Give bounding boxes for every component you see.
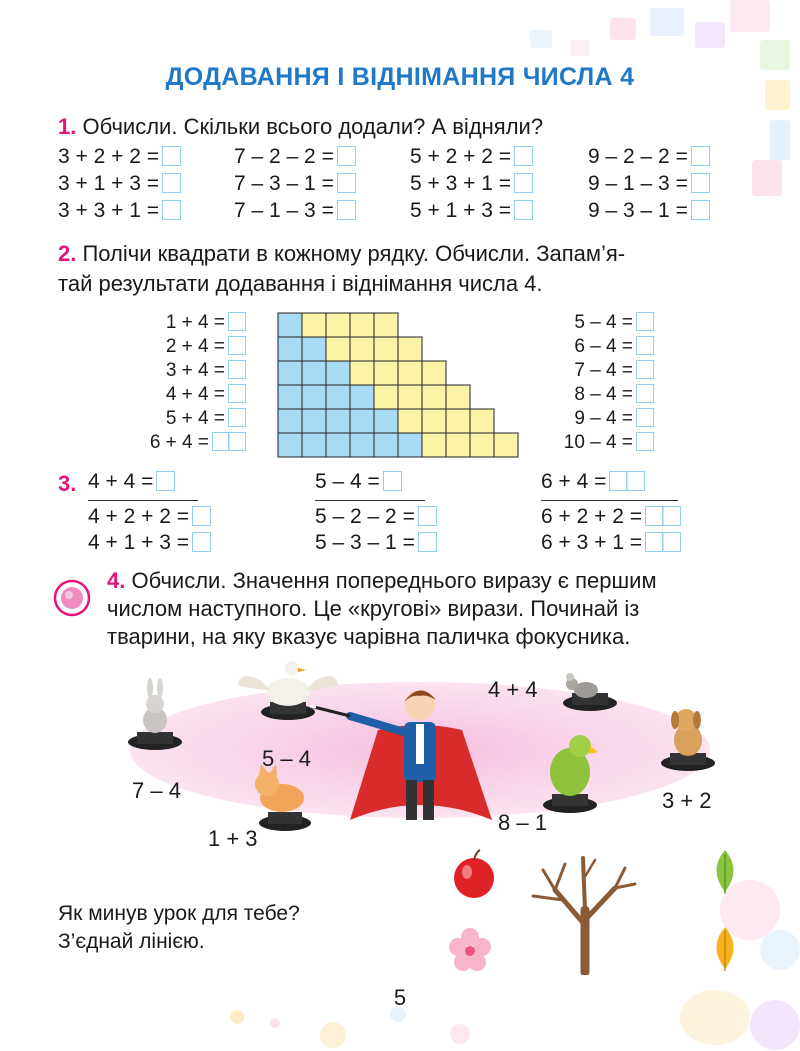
answer-box[interactable] xyxy=(514,146,533,166)
answer-box[interactable] xyxy=(636,360,654,379)
blue-square xyxy=(278,337,302,361)
task1-expr: 3 + 3 + 1 = xyxy=(58,199,181,223)
answer-box[interactable] xyxy=(636,384,654,403)
yellow-square xyxy=(326,337,350,361)
answer-box[interactable] xyxy=(337,173,356,193)
answer-box[interactable] xyxy=(192,532,211,552)
answer-box[interactable] xyxy=(337,200,356,220)
expr-label: 5 – 4 xyxy=(262,746,311,771)
yellow-square xyxy=(422,385,446,409)
task2-expr: 3 + 4 = xyxy=(100,360,246,384)
task2-text-line1: Полічи квадрати в кожному рядку. Обчисли. Запам’я- xyxy=(82,241,626,266)
yellow-square xyxy=(398,361,422,385)
yellow-square xyxy=(398,337,422,361)
answer-box[interactable] xyxy=(228,384,246,403)
blue-square xyxy=(326,409,350,433)
task1-expr: 5 + 1 + 3 = xyxy=(410,199,533,223)
blue-square xyxy=(350,433,374,457)
task3-expr: 6 + 2 + 2 = xyxy=(541,505,681,531)
yellow-square xyxy=(446,433,470,457)
yellow-square xyxy=(350,337,374,361)
yellow-square xyxy=(422,409,446,433)
blue-square xyxy=(278,433,302,457)
yellow-square xyxy=(446,385,470,409)
task2-expr: 8 – 4 = xyxy=(520,384,654,408)
blue-square xyxy=(398,433,422,457)
yellow-square xyxy=(326,313,350,337)
answer-box[interactable] xyxy=(162,200,181,220)
reflection-text xyxy=(58,900,300,956)
page-title: ДОДАВАННЯ І ВІДНІМАННЯ ЧИСЛА 4 xyxy=(165,63,635,91)
task2-expr: 9 – 4 = xyxy=(520,408,654,432)
blue-square xyxy=(302,361,326,385)
task1-expr: 9 – 1 – 3 = xyxy=(588,172,710,196)
hat-icon xyxy=(259,812,311,831)
task3-expr-main: 4 + 4 = xyxy=(88,470,198,501)
task2-expr: 6 – 4 = xyxy=(520,336,654,360)
task2-heading xyxy=(58,240,748,298)
task4-line2: числом наступного. Це «кругові» вирази. Починай із xyxy=(107,596,640,621)
answer-box-double[interactable] xyxy=(645,532,681,552)
yellow-square xyxy=(350,313,374,337)
task1-expr: 9 – 2 – 2 = xyxy=(588,145,710,169)
answer-box-double[interactable] xyxy=(609,471,645,491)
answer-box[interactable] xyxy=(156,471,175,491)
task1-expr: 3 + 1 + 3 = xyxy=(58,172,181,196)
answer-box[interactable] xyxy=(636,336,654,355)
blue-square xyxy=(302,433,326,457)
answer-box[interactable] xyxy=(192,506,211,526)
task2-expr: 1 + 4 = xyxy=(100,312,246,336)
answer-box[interactable] xyxy=(691,146,710,166)
blue-square xyxy=(350,385,374,409)
task2-right-column xyxy=(520,312,654,456)
task2-expr: 5 – 4 = xyxy=(520,312,654,336)
expr-label: 8 – 1 xyxy=(498,810,547,835)
blue-square xyxy=(350,409,374,433)
answer-box[interactable] xyxy=(636,432,654,451)
page-number: 5 xyxy=(393,985,407,1010)
task1-expr: 5 + 2 + 2 = xyxy=(410,145,533,169)
answer-box[interactable] xyxy=(418,506,437,526)
task2-text-line2: тай результати додавання і віднімання числа 4. xyxy=(58,271,543,296)
task2-expr: 6 + 4 = xyxy=(100,432,246,456)
expr-label: 4 + 4 xyxy=(488,677,538,702)
task1-text: Обчисли. Скільки всього додали? А відняли? xyxy=(82,114,544,139)
task2-expr: 7 – 4 = xyxy=(520,360,654,384)
task3-expr: 6 + 3 + 1 = xyxy=(541,531,681,557)
answer-box[interactable] xyxy=(514,173,533,193)
answer-box[interactable] xyxy=(162,173,181,193)
task3-col-1 xyxy=(88,470,211,557)
answer-box-double[interactable] xyxy=(645,506,681,526)
task3-expr-main: 5 – 4 = xyxy=(315,470,425,501)
squares-grid xyxy=(277,312,519,458)
answer-box[interactable] xyxy=(636,312,654,331)
yellow-square xyxy=(446,409,470,433)
yellow-square xyxy=(374,385,398,409)
task3-col-2 xyxy=(315,470,437,557)
answer-box[interactable] xyxy=(418,532,437,552)
answer-box-double[interactable] xyxy=(212,432,246,451)
task4-line1: Обчисли. Значення попереднього виразу є першим xyxy=(131,568,657,593)
answer-box[interactable] xyxy=(691,173,710,193)
answer-box[interactable] xyxy=(691,200,710,220)
task4-number: 4. xyxy=(107,568,126,593)
blue-square xyxy=(374,433,398,457)
answer-box[interactable] xyxy=(228,336,246,355)
task1-expr: 7 – 1 – 3 = xyxy=(234,199,356,223)
task3-expr: 4 + 2 + 2 = xyxy=(88,505,211,531)
flower-icon[interactable] xyxy=(445,925,495,975)
expr-label: 3 + 2 xyxy=(662,788,712,813)
task3-expr: 5 – 3 – 1 = xyxy=(315,531,437,557)
task3-expr: 4 + 1 + 3 = xyxy=(88,531,211,557)
task1-expr: 7 – 2 – 2 = xyxy=(234,145,356,169)
task1-expr: 7 – 3 – 1 = xyxy=(234,172,356,196)
blue-square xyxy=(374,409,398,433)
task2-number: 2. xyxy=(58,241,77,266)
task1-expr: 5 + 3 + 1 = xyxy=(410,172,533,196)
answer-box[interactable] xyxy=(383,471,402,491)
task3-number: 3. xyxy=(58,471,77,496)
answer-box[interactable] xyxy=(228,312,246,331)
reflection-line1: Як минув урок для тебе? xyxy=(58,902,300,925)
task1-expr: 9 – 3 – 1 = xyxy=(588,199,710,223)
blue-square xyxy=(278,313,302,337)
task3-expr-main: 6 + 4 = xyxy=(541,470,678,501)
decor-bubbles xyxy=(620,880,800,1051)
task2-expr: 5 + 4 = xyxy=(100,408,246,432)
yellow-square xyxy=(374,361,398,385)
task2-expr: 2 + 4 = xyxy=(100,336,246,360)
blue-square xyxy=(278,361,302,385)
answer-box[interactable] xyxy=(337,146,356,166)
yellow-square xyxy=(422,361,446,385)
expr-label: 7 – 4 xyxy=(132,778,181,803)
task1-expr: 3 + 2 + 2 = xyxy=(58,145,181,169)
answer-box[interactable] xyxy=(228,360,246,379)
task4-text xyxy=(107,567,747,651)
blue-square xyxy=(326,361,350,385)
answer-box[interactable] xyxy=(228,408,246,427)
answer-box[interactable] xyxy=(514,200,533,220)
circle-marker-icon xyxy=(52,578,92,618)
blue-square xyxy=(278,385,302,409)
yellow-square xyxy=(350,361,374,385)
task2-left-column xyxy=(100,312,246,456)
blue-square xyxy=(326,433,350,457)
reflection-line2: З’єднай лінією. xyxy=(58,930,205,953)
yellow-square xyxy=(302,313,326,337)
task4-line3: тварини, на яку вказує чарівна паличка фокусника. xyxy=(107,624,631,649)
yellow-square xyxy=(374,313,398,337)
task3-expr: 5 – 2 – 2 = xyxy=(315,505,437,531)
task1-heading xyxy=(58,113,543,141)
yellow-square xyxy=(470,433,494,457)
task2-expr: 4 + 4 = xyxy=(100,384,246,408)
blue-square xyxy=(326,385,350,409)
blue-square xyxy=(302,385,326,409)
yellow-square xyxy=(374,337,398,361)
task2-expr: 10 – 4 = xyxy=(520,432,654,456)
expr-label: 1 + 3 xyxy=(208,826,258,851)
answer-box[interactable] xyxy=(636,408,654,427)
task1-number: 1. xyxy=(58,114,77,139)
yellow-square xyxy=(398,409,422,433)
blue-square xyxy=(302,409,326,433)
yellow-square xyxy=(422,433,446,457)
yellow-square xyxy=(494,433,518,457)
task3-col-3 xyxy=(541,470,681,557)
yellow-square xyxy=(470,409,494,433)
answer-box[interactable] xyxy=(162,146,181,166)
rabbit-icon xyxy=(143,678,167,733)
apple-icon[interactable] xyxy=(450,848,500,900)
blue-square xyxy=(302,337,326,361)
blue-square xyxy=(278,409,302,433)
yellow-square xyxy=(398,385,422,409)
